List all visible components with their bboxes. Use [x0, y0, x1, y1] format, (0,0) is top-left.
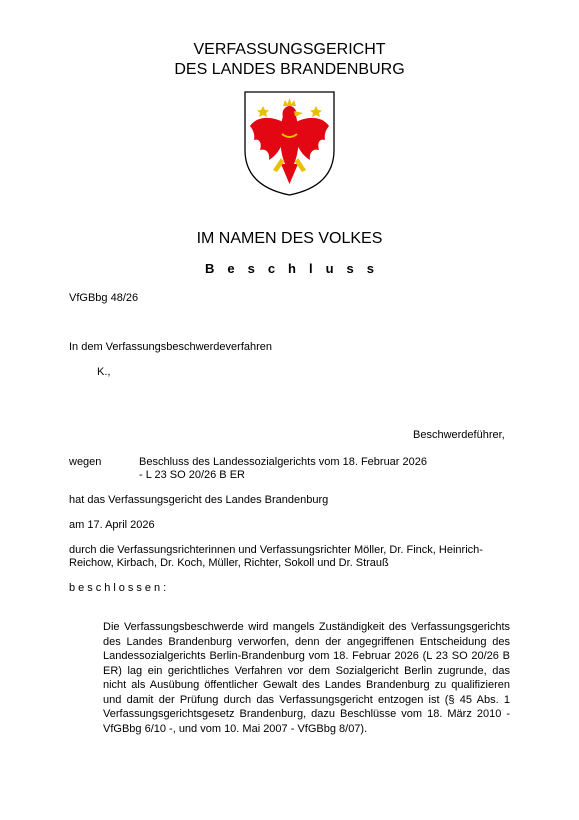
party-name: K.,	[97, 366, 111, 378]
court-title	[0, 40, 579, 80]
case-number: VfGBbg 48/26	[69, 292, 139, 304]
court-title-line-2: DES LANDES BRANDENBURG	[174, 61, 405, 78]
decision-type-heading: Beschluss	[204, 261, 388, 276]
judges-line-2: Reichow, Kirbach, Dr. Koch, Müller, Richter, Sokoll und Dr. Strauß	[69, 557, 389, 569]
party-role: Beschwerdeführer,	[413, 429, 505, 441]
judges-line-1: durch die Verfassungsrichterinnen und Verfassungsrichter Möller, Dr. Finck, Heinrich-	[69, 544, 483, 556]
subject-label: wegen	[69, 456, 102, 468]
court-title-line-1: VERFASSUNGSGERICHT	[193, 41, 386, 58]
decision-date: am 17. April 2026	[69, 519, 155, 531]
subject-line-1: Beschluss des Landessozialgerichts vom 18. Februar 2026	[139, 456, 427, 468]
holding-paragraph: Die Verfassungsbeschwerde wird mangels Zuständigkeit des Verfassungsgerichts des Landes Brandenburg verworfen, denn der angegriffenen Entscheidung des Landessozialgerichts Berlin-Brandenburg vom 18. Februar 2026 (L 23 SO 20/26 B ER) lag ein gerichtliches Verfahren vor dem Sozialgericht Berlin zugrunde, das nicht als Ausübung öffentlicher Gewalt des Landes Brandenburg zu qualifizieren und damit der Prüfung durch das Verfassungsgericht entzogen ist (§ 45 Abs. 1 Verfassungsgerichtsgesetz Brandenburg, dazu Beschlüsse vom 18. März 2010 - VfGBbg 6/10 -, und vom 10. Mai 2007 - VfGBbg 8/07).	[103, 621, 510, 735]
court-statement: hat das Verfassungsgericht des Landes Brandenburg	[69, 494, 329, 506]
coat-of-arms-brandenburg-eagle-icon	[243, 90, 336, 197]
resolved-heading: beschlossen:	[69, 582, 170, 594]
proceeding-intro: In dem Verfassungsbeschwerdeverfahren	[69, 341, 273, 353]
subject-line-2: - L 23 SO 20/26 B ER	[139, 469, 245, 481]
in-the-name-heading: IM NAMEN DES VOLKES	[196, 230, 383, 247]
